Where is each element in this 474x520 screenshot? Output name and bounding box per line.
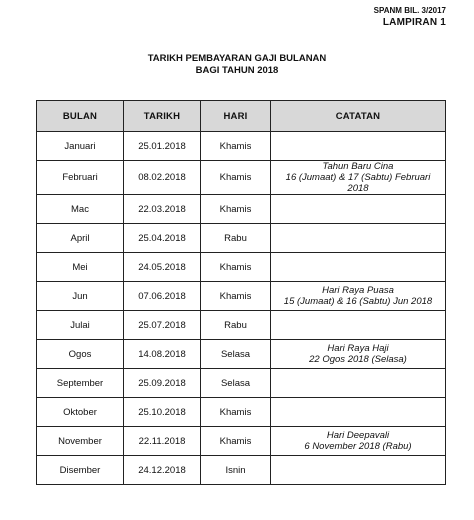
table-row xyxy=(37,161,446,195)
cell-catatan xyxy=(271,340,446,369)
cell-catatan xyxy=(271,427,446,456)
cell-tarikh: 24.12.2018 xyxy=(124,456,201,485)
column-header-catatan: CATATAN xyxy=(271,101,446,132)
table-row xyxy=(37,282,446,311)
cell-tarikh: 22.03.2018 xyxy=(124,195,201,224)
cell-hari: Rabu xyxy=(201,311,271,340)
table-row xyxy=(37,224,446,253)
cell-catatan xyxy=(271,195,446,224)
cell-tarikh: 24.05.2018 xyxy=(124,253,201,282)
cell-tarikh: 22.11.2018 xyxy=(124,427,201,456)
salary-payment-table xyxy=(36,100,446,485)
reference-code: SPANM BIL. 3/2017 xyxy=(373,6,446,15)
cell-tarikh: 25.07.2018 xyxy=(124,311,201,340)
cell-tarikh: 25.01.2018 xyxy=(124,132,201,161)
cell-bulan: Julai xyxy=(37,311,124,340)
column-header-tarikh: TARIKH xyxy=(124,101,201,132)
cell-hari: Isnin xyxy=(201,456,271,485)
cell-hari: Rabu xyxy=(201,224,271,253)
cell-hari: Selasa xyxy=(201,369,271,398)
note-title: Hari Deepavali xyxy=(326,430,390,441)
table-row xyxy=(37,398,446,427)
cell-tarikh: 14.08.2018 xyxy=(124,340,201,369)
title-line-1: TARIKH PEMBAYARAN GAJI BULANAN xyxy=(147,53,327,64)
table-header-row xyxy=(37,101,446,132)
table-row xyxy=(37,253,446,282)
note-detail: 15 (Jumaat) & 16 (Sabtu) Jun 2018 xyxy=(283,296,433,307)
cell-bulan: April xyxy=(37,224,124,253)
cell-catatan xyxy=(271,224,446,253)
cell-catatan xyxy=(271,161,446,195)
table-row xyxy=(37,195,446,224)
table-row xyxy=(37,369,446,398)
note-title: Hari Raya Haji xyxy=(327,343,389,354)
annex-label: LAMPIRAN 1 xyxy=(382,17,446,28)
cell-hari: Khamis xyxy=(201,132,271,161)
cell-hari: Khamis xyxy=(201,398,271,427)
cell-hari: Selasa xyxy=(201,340,271,369)
cell-catatan xyxy=(271,132,446,161)
reference-block xyxy=(374,5,446,29)
note-detail: 22 Ogos 2018 (Selasa) xyxy=(309,354,407,365)
cell-catatan xyxy=(271,456,446,485)
cell-catatan xyxy=(271,253,446,282)
cell-bulan: Jun xyxy=(37,282,124,311)
table-row xyxy=(37,311,446,340)
table-row xyxy=(37,427,446,456)
cell-catatan xyxy=(271,282,446,311)
document-title xyxy=(0,53,474,77)
cell-bulan: Oktober xyxy=(37,398,124,427)
cell-bulan: Februari xyxy=(37,161,124,195)
table-row xyxy=(37,456,446,485)
column-header-bulan: BULAN xyxy=(37,101,124,132)
cell-bulan: Januari xyxy=(37,132,124,161)
note-detail: 16 (Jumaat) & 17 (Sabtu) Februari 2018 xyxy=(285,172,431,194)
cell-bulan: September xyxy=(37,369,124,398)
note-title: Tahun Baru Cina xyxy=(322,161,394,172)
column-header-hari: HARI xyxy=(201,101,271,132)
cell-catatan xyxy=(271,311,446,340)
table-row xyxy=(37,340,446,369)
cell-bulan: Mac xyxy=(37,195,124,224)
cell-hari: Khamis xyxy=(201,427,271,456)
cell-hari: Khamis xyxy=(201,195,271,224)
cell-tarikh: 25.09.2018 xyxy=(124,369,201,398)
title-line-2: BAGI TAHUN 2018 xyxy=(195,65,279,76)
cell-hari: Khamis xyxy=(201,253,271,282)
table-row xyxy=(37,132,446,161)
cell-bulan: Ogos xyxy=(37,340,124,369)
cell-bulan: Mei xyxy=(37,253,124,282)
cell-hari: Khamis xyxy=(201,161,271,195)
cell-catatan xyxy=(271,369,446,398)
note-detail: 6 November 2018 (Rabu) xyxy=(304,441,412,452)
cell-tarikh: 07.06.2018 xyxy=(124,282,201,311)
cell-tarikh: 08.02.2018 xyxy=(124,161,201,195)
cell-hari: Khamis xyxy=(201,282,271,311)
cell-catatan xyxy=(271,398,446,427)
note-title: Hari Raya Puasa xyxy=(322,285,394,296)
cell-tarikh: 25.04.2018 xyxy=(124,224,201,253)
cell-bulan: November xyxy=(37,427,124,456)
cell-bulan: Disember xyxy=(37,456,124,485)
cell-tarikh: 25.10.2018 xyxy=(124,398,201,427)
